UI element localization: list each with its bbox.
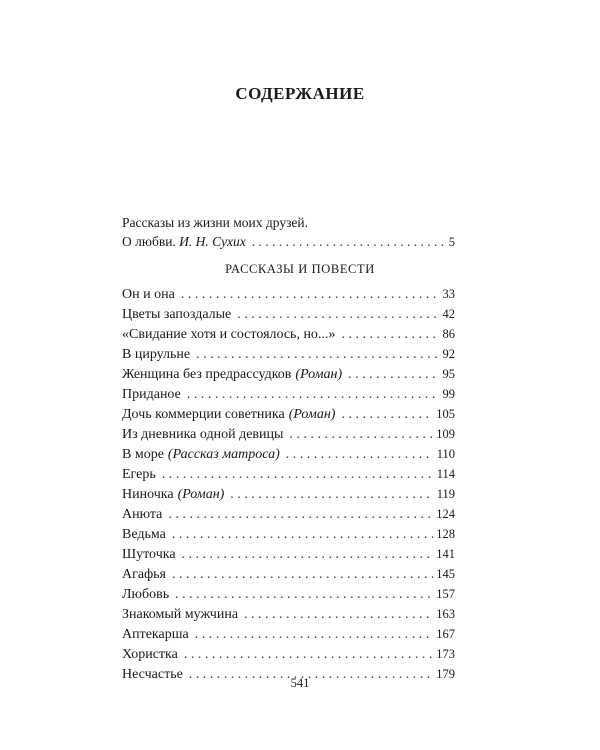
toc-entry-page: 128 [436, 527, 455, 541]
toc-entry[interactable] [122, 344, 455, 364]
toc-entry-title: Хористка [122, 647, 178, 662]
toc-entry-page: 124 [436, 507, 455, 521]
leader-dots [168, 505, 433, 525]
toc-entry-title: Он и она [122, 287, 175, 302]
intro-entry-author: И. Н. Сухих [179, 234, 246, 249]
toc-entry-note: (Роман) [288, 407, 336, 422]
toc-entry-page: 42 [442, 307, 455, 321]
leader-dots [348, 365, 439, 385]
leader-dots [187, 385, 440, 405]
leader-dots [196, 345, 439, 365]
toc-entry-title: «Свидание хотя и состоялось, но...» [122, 327, 336, 342]
toc-entry-title: Шуточка [122, 547, 176, 562]
leader-dots [341, 405, 433, 425]
toc-entry-page: 145 [436, 567, 455, 581]
page-number: 541 [290, 676, 310, 690]
toc-entry-title: Ведьма [122, 527, 166, 542]
toc-entry-title: В море [122, 447, 164, 462]
toc-entry[interactable] [122, 584, 455, 604]
toc-entry-title: Егерь [122, 467, 156, 482]
toc-entry[interactable] [122, 444, 455, 464]
toc-entry[interactable] [122, 284, 455, 304]
toc-entry-title: В цирульне [122, 347, 191, 362]
toc-entry[interactable] [122, 564, 455, 584]
toc-entry[interactable] [122, 544, 455, 564]
toc-entry-page: 110 [436, 447, 455, 461]
leader-dots [182, 545, 434, 565]
toc-entry-page: 95 [442, 367, 455, 381]
intro-entry-title [122, 232, 246, 251]
leader-dots [237, 305, 439, 325]
toc-entry-page: 179 [436, 667, 455, 681]
toc-entry[interactable] [122, 624, 455, 644]
toc-entry-title: Аптекарша [122, 627, 189, 642]
toc-entry-page: 141 [436, 547, 455, 561]
toc-entry-page: 114 [436, 467, 455, 481]
toc-entry[interactable] [122, 604, 455, 624]
leader-dots [162, 465, 434, 485]
toc-entry[interactable] [122, 504, 455, 524]
toc-entry-page: 33 [442, 287, 455, 301]
leader-dots [172, 565, 433, 585]
toc-entry[interactable] [122, 324, 455, 344]
toc-entry[interactable] [122, 644, 455, 664]
section-heading: РАССКАЗЫ И ПОВЕСТИ [225, 262, 375, 276]
toc-entry[interactable] [122, 464, 455, 484]
toc-entry[interactable] [122, 304, 455, 324]
toc-entry-title: Женщина без предрассудков [122, 367, 292, 382]
toc-entry-title: Дочь коммерции советника [122, 407, 285, 422]
toc-entry[interactable] [122, 524, 455, 544]
leader-dots [341, 325, 439, 345]
leader-dots [289, 425, 433, 445]
toc-entry-title: Несчастье [122, 667, 183, 682]
toc-entry[interactable] [122, 404, 455, 424]
page-title: СОДЕРЖАНИЕ [235, 84, 365, 103]
toc-entry-note: (Роман) [295, 367, 343, 382]
toc-entry-page: 119 [436, 487, 455, 501]
toc-entry-page: 157 [436, 587, 455, 601]
toc-entry-page: 92 [442, 347, 455, 361]
intro-entry-title-text: О любви. [122, 234, 176, 249]
toc-entry-page: 109 [436, 427, 455, 441]
toc-entry-title: Знакомый мужчина [122, 607, 239, 622]
toc-entry-page: 99 [442, 387, 455, 401]
toc-entry-title: Из дневника одной девицы [122, 427, 284, 442]
toc-entry[interactable] [122, 424, 455, 444]
intro-line-1: Рассказы из жизни моих друзей. [122, 215, 309, 230]
toc-entry-page: 163 [436, 607, 455, 621]
leader-dots [195, 625, 434, 645]
toc-entry[interactable] [122, 484, 455, 504]
toc-entry[interactable] [122, 364, 455, 384]
toc-entry-page: 86 [442, 327, 455, 341]
toc-entry-title: Цветы запоздалые [122, 307, 232, 322]
toc-entry-title: Любовь [122, 587, 170, 602]
leader-dots [175, 585, 433, 605]
toc-entry[interactable] [122, 384, 455, 404]
intro-entry-page: 5 [448, 235, 455, 249]
leader-dots [286, 445, 434, 465]
toc-entry-title: Ниночка [122, 487, 174, 502]
toc-entry-title: Приданое [122, 387, 181, 402]
toc-entry-page: 167 [436, 627, 455, 641]
toc-entry-title: Агафья [122, 567, 166, 582]
leader-dots [252, 232, 446, 251]
leader-dots [244, 605, 433, 625]
leader-dots [181, 285, 440, 305]
leader-dots [230, 485, 433, 505]
toc-entry-page: 173 [436, 647, 455, 661]
toc-entry-page: 105 [436, 407, 455, 421]
toc-entry-note: (Рассказ матроса) [167, 447, 280, 462]
intro-entry[interactable] [122, 232, 455, 251]
intro-block [122, 213, 455, 251]
toc-list [122, 284, 455, 684]
leader-dots [172, 525, 433, 545]
toc-entry-title: Анюта [122, 507, 163, 522]
leader-dots [184, 645, 433, 665]
toc-entry-note: (Роман) [177, 487, 225, 502]
